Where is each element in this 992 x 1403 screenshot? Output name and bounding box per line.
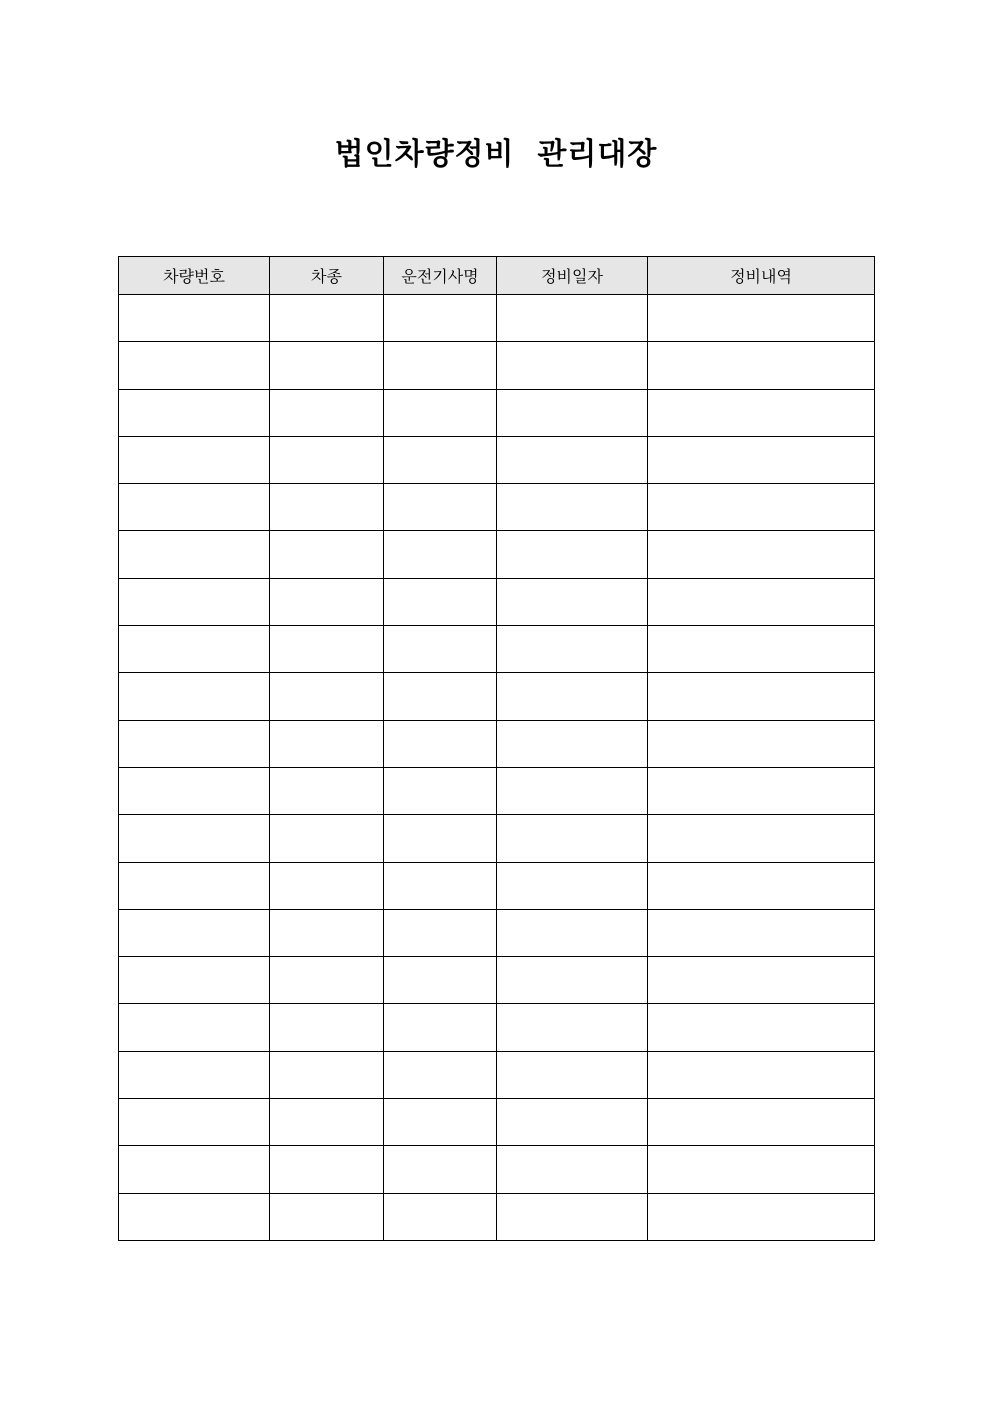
cell-vehicle-type[interactable] <box>270 1193 384 1240</box>
table-row <box>119 342 875 389</box>
cell-maintenance-date[interactable] <box>497 1193 648 1240</box>
cell-driver-name[interactable] <box>384 1099 497 1146</box>
header-row <box>119 257 875 295</box>
table-row <box>119 1004 875 1051</box>
cell-vehicle-number[interactable] <box>119 1051 270 1098</box>
cell-vehicle-number[interactable] <box>119 531 270 578</box>
cell-driver-name[interactable] <box>384 578 497 625</box>
cell-maintenance-date[interactable] <box>497 531 648 578</box>
cell-vehicle-type[interactable] <box>270 295 384 342</box>
cell-maintenance-details[interactable] <box>648 1146 875 1193</box>
cell-vehicle-type[interactable] <box>270 578 384 625</box>
cell-vehicle-type[interactable] <box>270 1004 384 1051</box>
cell-vehicle-number[interactable] <box>119 1004 270 1051</box>
cell-maintenance-date[interactable] <box>497 720 648 767</box>
cell-maintenance-details[interactable] <box>648 626 875 673</box>
cell-maintenance-date[interactable] <box>497 626 648 673</box>
header-driver-name: 운전기사명 <box>384 257 497 295</box>
cell-vehicle-number[interactable] <box>119 767 270 814</box>
cell-vehicle-number[interactable] <box>119 389 270 436</box>
cell-driver-name[interactable] <box>384 862 497 909</box>
cell-driver-name[interactable] <box>384 815 497 862</box>
maintenance-ledger-table <box>118 256 875 1241</box>
cell-maintenance-date[interactable] <box>497 342 648 389</box>
cell-vehicle-number[interactable] <box>119 957 270 1004</box>
cell-vehicle-number[interactable] <box>119 673 270 720</box>
cell-driver-name[interactable] <box>384 1146 497 1193</box>
cell-driver-name[interactable] <box>384 767 497 814</box>
table-row <box>119 1193 875 1240</box>
cell-driver-name[interactable] <box>384 720 497 767</box>
cell-maintenance-details[interactable] <box>648 815 875 862</box>
cell-vehicle-type[interactable] <box>270 389 384 436</box>
cell-vehicle-number[interactable] <box>119 484 270 531</box>
table-row <box>119 531 875 578</box>
table-row <box>119 484 875 531</box>
cell-vehicle-type[interactable] <box>270 1146 384 1193</box>
cell-maintenance-details[interactable] <box>648 909 875 956</box>
cell-vehicle-number[interactable] <box>119 626 270 673</box>
cell-vehicle-type[interactable] <box>270 767 384 814</box>
cell-maintenance-details[interactable] <box>648 957 875 1004</box>
cell-maintenance-details[interactable] <box>648 436 875 483</box>
cell-vehicle-number[interactable] <box>119 909 270 956</box>
cell-maintenance-details[interactable] <box>648 578 875 625</box>
header-maintenance-date: 정비일자 <box>497 257 648 295</box>
cell-maintenance-date[interactable] <box>497 767 648 814</box>
table-row <box>119 720 875 767</box>
cell-driver-name[interactable] <box>384 531 497 578</box>
table-row <box>119 626 875 673</box>
cell-maintenance-date[interactable] <box>497 1099 648 1146</box>
cell-driver-name[interactable] <box>384 909 497 956</box>
cell-vehicle-type[interactable] <box>270 720 384 767</box>
cell-maintenance-date[interactable] <box>497 1051 648 1098</box>
cell-maintenance-date[interactable] <box>497 1146 648 1193</box>
cell-driver-name[interactable] <box>384 673 497 720</box>
cell-vehicle-type[interactable] <box>270 862 384 909</box>
cell-vehicle-number[interactable] <box>119 1099 270 1146</box>
cell-vehicle-type[interactable] <box>270 673 384 720</box>
cell-maintenance-details[interactable] <box>648 342 875 389</box>
cell-maintenance-date[interactable] <box>497 1004 648 1051</box>
cell-maintenance-details[interactable] <box>648 484 875 531</box>
cell-vehicle-number[interactable] <box>119 578 270 625</box>
cell-maintenance-date[interactable] <box>497 862 648 909</box>
cell-maintenance-date[interactable] <box>497 389 648 436</box>
header-vehicle-number: 차량번호 <box>119 257 270 295</box>
table-row <box>119 578 875 625</box>
cell-maintenance-details[interactable] <box>648 295 875 342</box>
cell-vehicle-type[interactable] <box>270 342 384 389</box>
cell-vehicle-type[interactable] <box>270 957 384 1004</box>
table-row <box>119 815 875 862</box>
cell-maintenance-details[interactable] <box>648 531 875 578</box>
cell-vehicle-number[interactable] <box>119 815 270 862</box>
table-row <box>119 957 875 1004</box>
table-body <box>119 295 875 1241</box>
table-row <box>119 1051 875 1098</box>
cell-vehicle-number[interactable] <box>119 1193 270 1240</box>
header-maintenance-details: 정비내역 <box>648 257 875 295</box>
cell-vehicle-type[interactable] <box>270 1051 384 1098</box>
table-row <box>119 1146 875 1193</box>
cell-vehicle-number[interactable] <box>119 862 270 909</box>
cell-vehicle-number[interactable] <box>119 295 270 342</box>
cell-vehicle-type[interactable] <box>270 531 384 578</box>
header-vehicle-type: 차종 <box>270 257 384 295</box>
cell-driver-name[interactable] <box>384 484 497 531</box>
table-row <box>119 1099 875 1146</box>
cell-vehicle-number[interactable] <box>119 436 270 483</box>
cell-maintenance-date[interactable] <box>497 436 648 483</box>
cell-maintenance-details[interactable] <box>648 1051 875 1098</box>
cell-maintenance-date[interactable] <box>497 484 648 531</box>
cell-maintenance-date[interactable] <box>497 815 648 862</box>
cell-maintenance-date[interactable] <box>497 295 648 342</box>
table-row <box>119 673 875 720</box>
cell-driver-name[interactable] <box>384 436 497 483</box>
cell-driver-name[interactable] <box>384 1004 497 1051</box>
cell-vehicle-type[interactable] <box>270 1099 384 1146</box>
cell-maintenance-details[interactable] <box>648 1193 875 1240</box>
cell-maintenance-details[interactable] <box>648 720 875 767</box>
table-row <box>119 909 875 956</box>
table-row <box>119 767 875 814</box>
cell-driver-name[interactable] <box>384 342 497 389</box>
cell-maintenance-date[interactable] <box>497 909 648 956</box>
cell-vehicle-type[interactable] <box>270 436 384 483</box>
cell-driver-name[interactable] <box>384 957 497 1004</box>
cell-maintenance-details[interactable] <box>648 673 875 720</box>
cell-vehicle-number[interactable] <box>119 342 270 389</box>
cell-driver-name[interactable] <box>384 626 497 673</box>
cell-maintenance-details[interactable] <box>648 767 875 814</box>
table-row <box>119 295 875 342</box>
cell-maintenance-date[interactable] <box>497 578 648 625</box>
table-row <box>119 862 875 909</box>
cell-vehicle-number[interactable] <box>119 720 270 767</box>
cell-maintenance-details[interactable] <box>648 862 875 909</box>
cell-maintenance-details[interactable] <box>648 1099 875 1146</box>
table-row <box>119 436 875 483</box>
cell-driver-name[interactable] <box>384 389 497 436</box>
cell-driver-name[interactable] <box>384 1193 497 1240</box>
page-title: 법인차량정비 관리대장 <box>334 137 658 172</box>
cell-maintenance-details[interactable] <box>648 389 875 436</box>
cell-driver-name[interactable] <box>384 295 497 342</box>
cell-driver-name[interactable] <box>384 1051 497 1098</box>
cell-vehicle-number[interactable] <box>119 1146 270 1193</box>
cell-vehicle-type[interactable] <box>270 815 384 862</box>
cell-vehicle-type[interactable] <box>270 626 384 673</box>
table-row <box>119 389 875 436</box>
cell-maintenance-details[interactable] <box>648 1004 875 1051</box>
cell-maintenance-date[interactable] <box>497 673 648 720</box>
cell-vehicle-type[interactable] <box>270 484 384 531</box>
cell-maintenance-date[interactable] <box>497 957 648 1004</box>
cell-vehicle-type[interactable] <box>270 909 384 956</box>
